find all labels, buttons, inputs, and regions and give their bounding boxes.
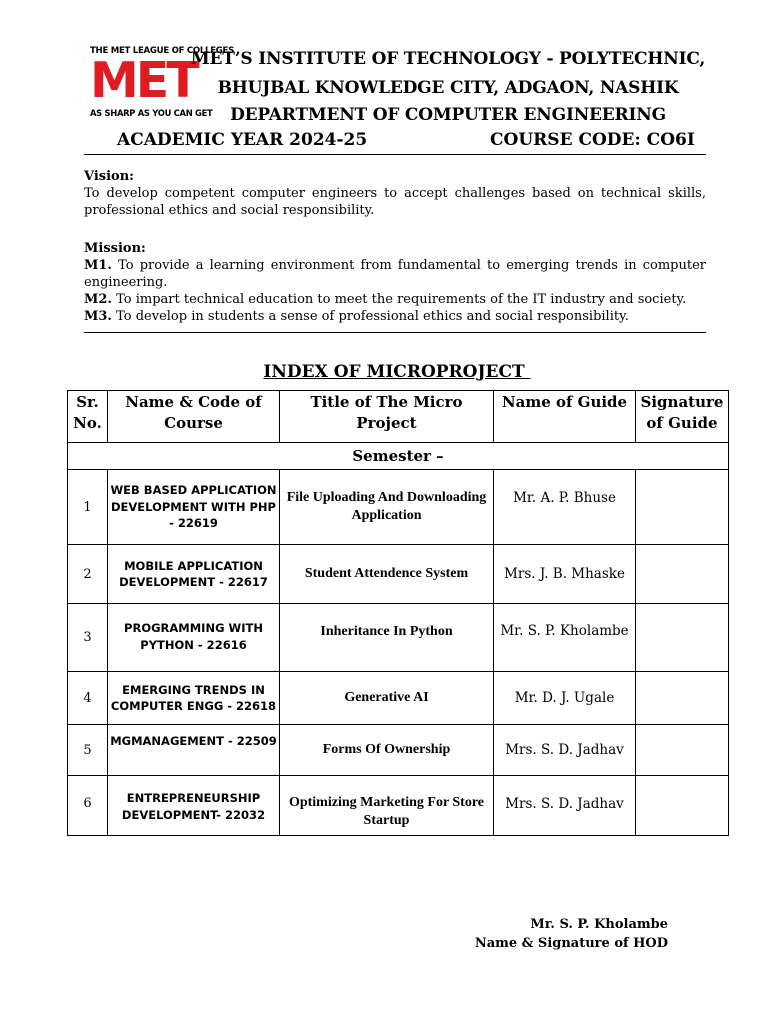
- table-row: [68, 470, 729, 545]
- department-name: DEPARTMENT OF COMPUTER ENGINEERING: [230, 105, 666, 125]
- mission-text-3: To develop in students a sense of professional ethics and social responsibility.: [111, 309, 629, 324]
- met-logo: [88, 46, 235, 122]
- row-title: Inheritance In Python: [280, 604, 494, 672]
- row-signature[interactable]: [636, 470, 729, 545]
- institute-address: BHUJBAL KNOWLEDGE CITY, ADGAON, NASHIK: [217, 78, 679, 98]
- row-guide: Mr. A. P. Bhuse: [494, 470, 636, 545]
- header-divider: [84, 154, 706, 155]
- row-guide: Mrs. S. D. Jadhav: [494, 725, 636, 776]
- col-header-guide: Name of Guide: [494, 391, 636, 443]
- hod-label: Name & Signature of HOD: [474, 936, 668, 951]
- row-signature[interactable]: [636, 545, 729, 604]
- row-course: EMERGING TRENDS IN COMPUTER ENGG - 22618: [108, 672, 280, 725]
- vision-text: To develop competent computer engineers to accept challenges based on technical skills, professional ethics and social responsibility.: [84, 186, 706, 218]
- vision-heading: Vision:: [84, 169, 134, 184]
- semester-row: [68, 443, 729, 470]
- row-title: Generative AI: [280, 672, 494, 725]
- row-guide: Mr. D. J. Ugale: [494, 672, 636, 725]
- row-title: Forms Of Ownership: [280, 725, 494, 776]
- index-title: INDEX OF MICROPROJECT: [263, 362, 531, 382]
- course-code: COURSE CODE: CO6I: [490, 130, 695, 150]
- academic-year: ACADEMIC YEAR 2024-25: [117, 130, 368, 150]
- row-course: MGMANAGEMENT - 22509: [108, 725, 280, 776]
- table-row: [68, 776, 729, 836]
- microproject-table: [67, 390, 729, 836]
- row-sr: 6: [68, 776, 108, 836]
- row-signature[interactable]: [636, 776, 729, 836]
- row-sr: 4: [68, 672, 108, 725]
- mission-section: [84, 240, 706, 325]
- mission-divider: [84, 332, 706, 333]
- logo-mark: MET: [90, 52, 197, 109]
- mission-text-1: To provide a learning environment from fundamental to emerging trends in computer engineering.: [84, 258, 706, 290]
- mission-label-1: M1.: [84, 258, 112, 273]
- table-row: [68, 604, 729, 672]
- row-title: Optimizing Marketing For Store Startup: [280, 776, 494, 836]
- col-header-signature: Signature of Guide: [636, 391, 729, 443]
- logo-tagline-bottom: AS SHARP AS YOU CAN GET: [90, 108, 213, 118]
- row-sr: 3: [68, 604, 108, 672]
- vision-section: [84, 168, 706, 219]
- row-course: PROGRAMMING WITH PYTHON - 22616: [108, 604, 280, 672]
- row-guide: Mrs. S. D. Jadhav: [494, 776, 636, 836]
- row-course: MOBILE APPLICATION DEVELOPMENT - 22617: [108, 545, 280, 604]
- row-title: File Uploading And Downloading Application: [280, 470, 494, 545]
- row-guide: Mr. S. P. Kholambe: [494, 604, 636, 672]
- col-header-title: Title of The Micro Project: [280, 391, 494, 443]
- semester-label: Semester –: [68, 443, 729, 470]
- hod-name: Mr. S. P. Kholambe: [530, 917, 668, 932]
- logo-tagline-top: THE MET LEAGUE OF COLLEGES: [90, 46, 235, 56]
- row-course: WEB BASED APPLICATION DEVELOPMENT WITH PHP - 22619: [108, 470, 280, 545]
- row-signature[interactable]: [636, 604, 729, 672]
- institute-name: MET’S INSTITUTE OF TECHNOLOGY - POLYTECHNIC,: [190, 49, 706, 69]
- col-header-course: Name & Code of Course: [108, 391, 280, 443]
- table-row: [68, 672, 729, 725]
- row-sr: 1: [68, 470, 108, 545]
- row-sr: 2: [68, 545, 108, 604]
- row-guide: Mrs. J. B. Mhaske: [494, 545, 636, 604]
- table-row: [68, 725, 729, 776]
- row-course: ENTREPRENEURSHIP DEVELOPMENT- 22032: [108, 776, 280, 836]
- mission-heading: Mission:: [84, 241, 146, 256]
- col-header-sr: Sr. No.: [68, 391, 108, 443]
- row-signature[interactable]: [636, 672, 729, 725]
- mission-label-2: M2.: [84, 292, 112, 307]
- row-sr: 5: [68, 725, 108, 776]
- row-signature[interactable]: [636, 725, 729, 776]
- table-header-row: [68, 391, 729, 443]
- mission-text-2: To impart technical education to meet the requirements of the IT industry and society.: [111, 292, 687, 307]
- table-row: [68, 545, 729, 604]
- row-title: Student Attendence System: [280, 545, 494, 604]
- mission-label-3: M3.: [84, 309, 112, 324]
